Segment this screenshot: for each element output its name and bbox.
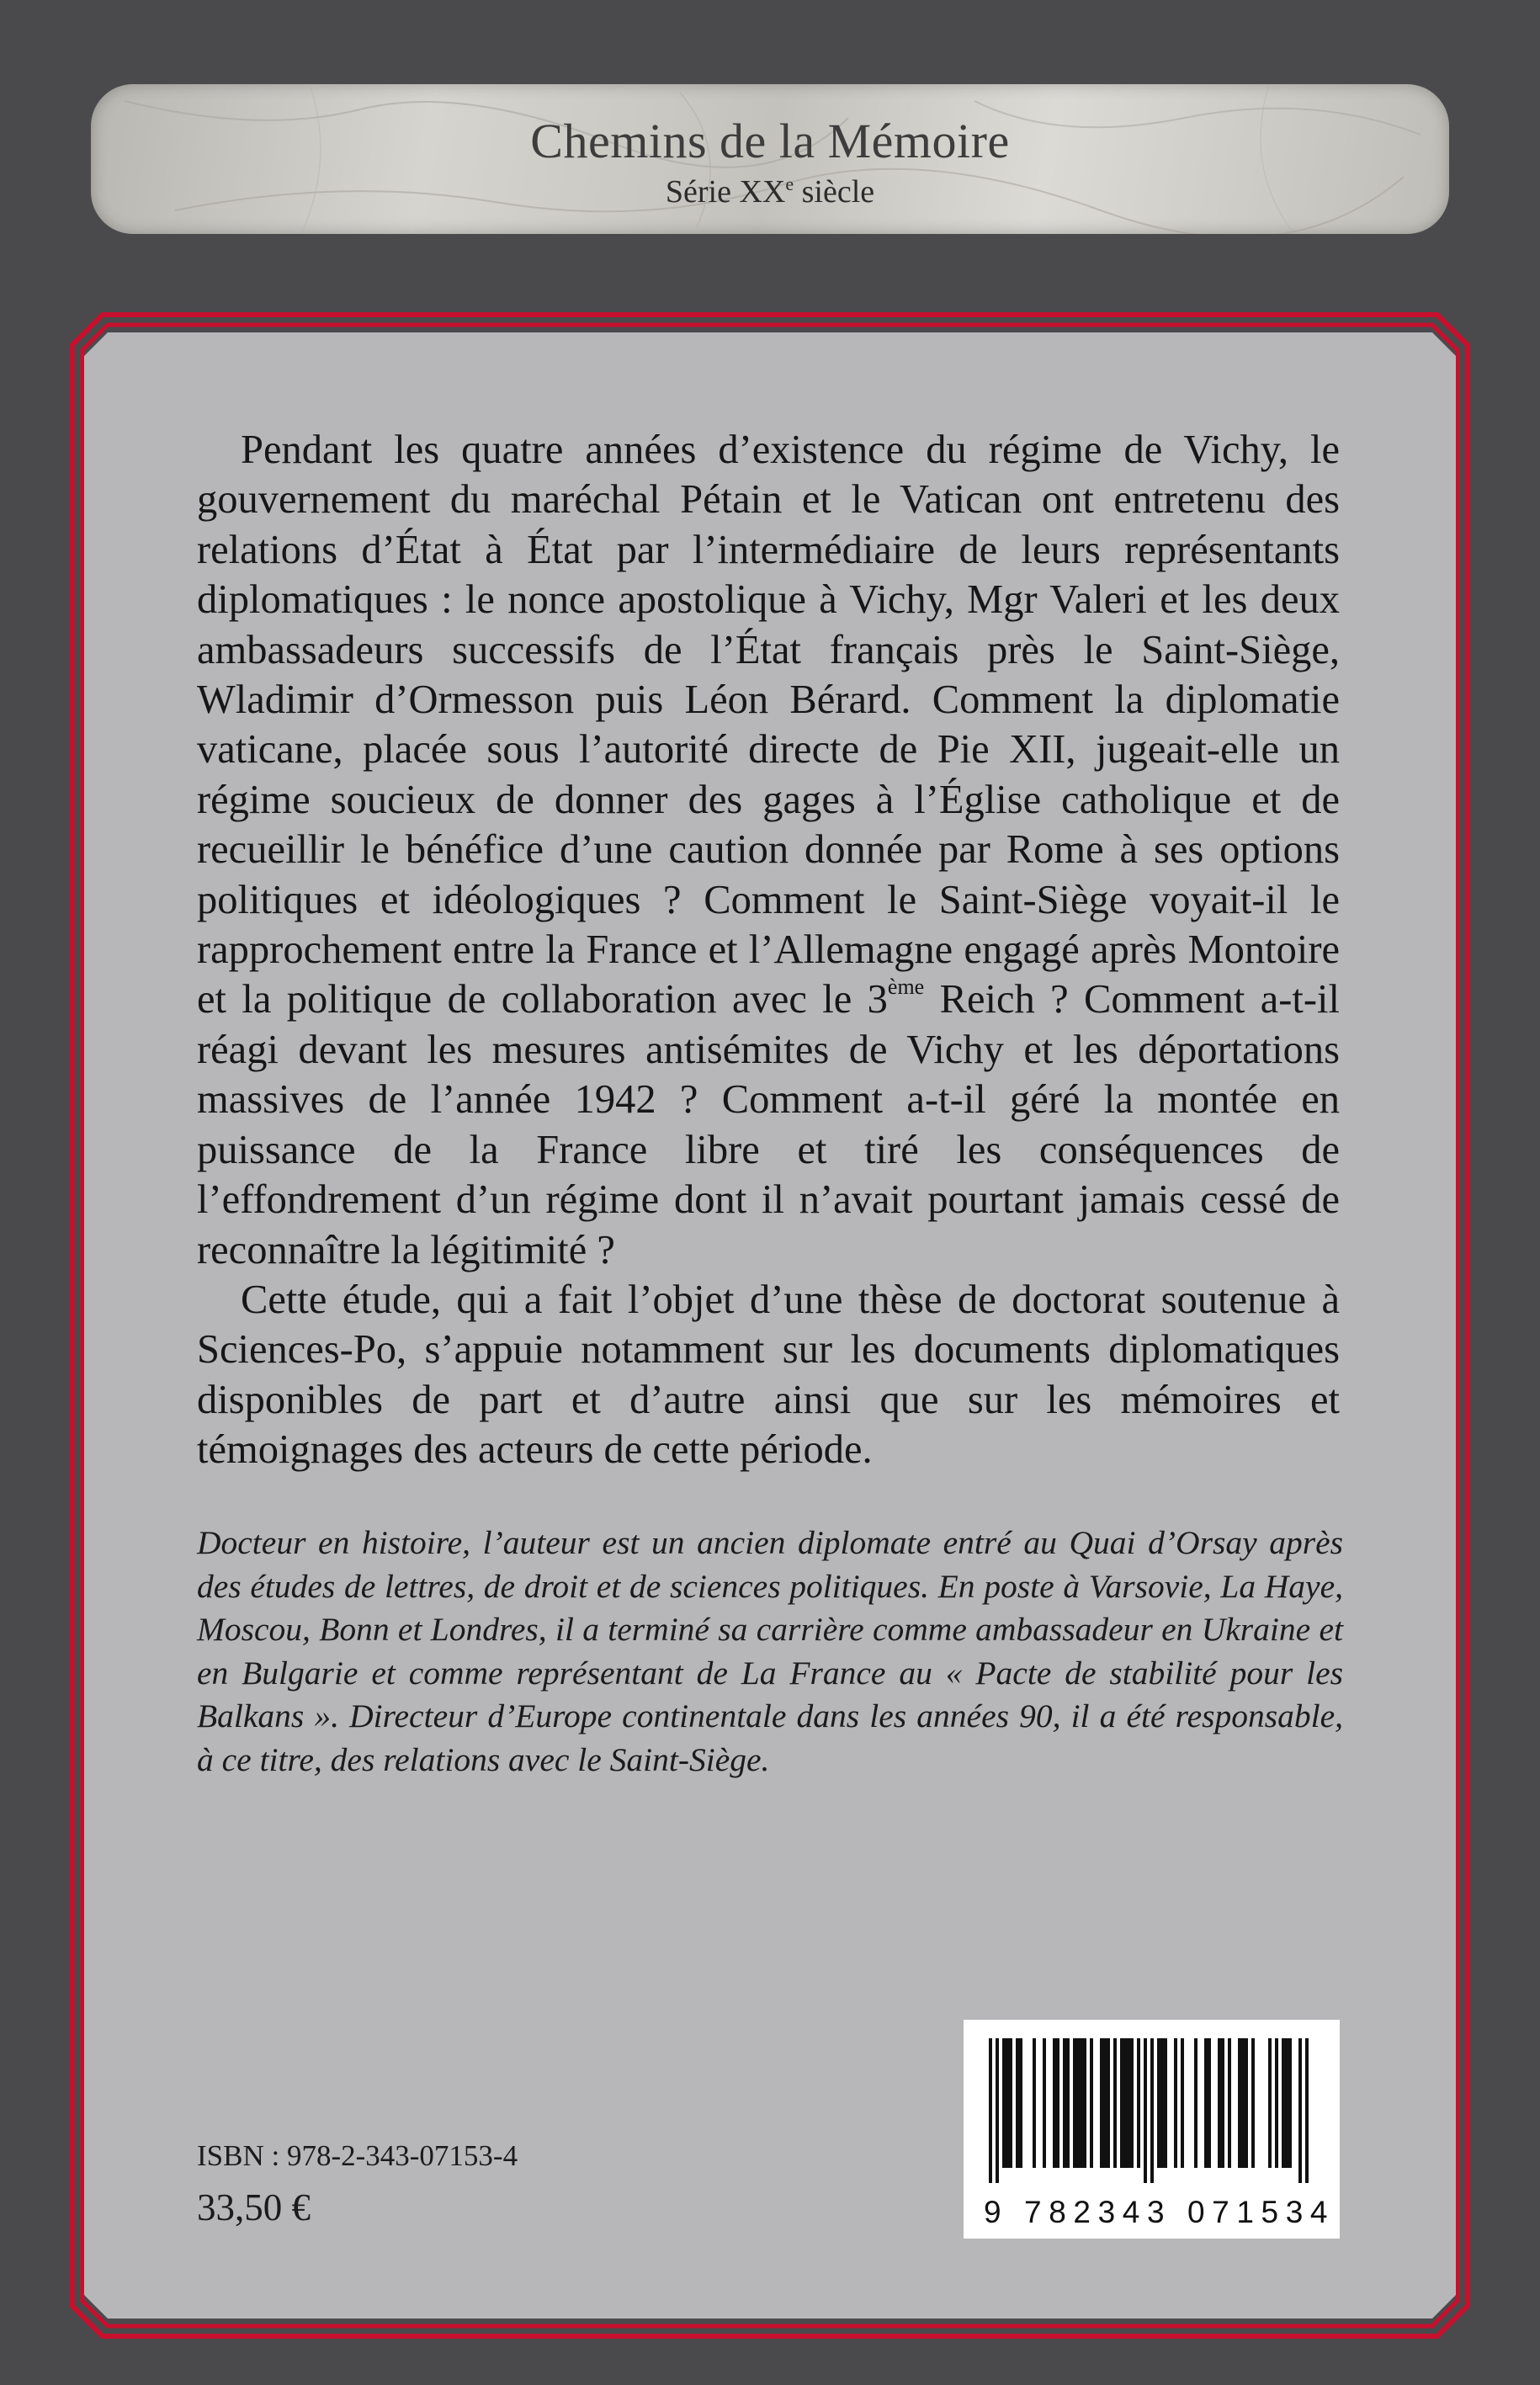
barcode-bar: [1285, 2038, 1288, 2168]
barcode-bar: [1080, 2038, 1083, 2168]
barcode-bar: [1016, 2038, 1019, 2168]
summary-paragraph-2: Cette étude, qui a fait l’objet d’une thèse de doctorat soutenue à Sciences-Po, s’appuie notamment sur les documents diplomatiques disponibles de part et d’autre ainsi que sur les mémoires et témoignages des acteurs de cette période.: [197, 1277, 1340, 1473]
barcode-bar: [1076, 2038, 1080, 2168]
barcode: [964, 2020, 1340, 2239]
barcode-digits: 9 782343 071534: [984, 2195, 1336, 2229]
barcode-bar: [1130, 2038, 1134, 2168]
barcode-bar: [1221, 2038, 1224, 2168]
barcode-bar: [1073, 2038, 1076, 2168]
barcode-bar: [1282, 2038, 1285, 2168]
barcode-bar: [1043, 2038, 1046, 2168]
barcode-bar: [1144, 2038, 1147, 2183]
barcode-bar: [1164, 2038, 1167, 2168]
barcode-bar: [1238, 2038, 1241, 2168]
barcode-bar: [1150, 2038, 1154, 2183]
summary-paragraph-1-part-1: Pendant les quatre années d’existence du régime de Vichy, le gouvernement du maréchal Pétain et le Vatican ont entretenu des relations d’État à État par l’intermédiaire de leurs représentants diplomatiques : le nonce apostolique à Vichy, Mgr Valeri et les deux ambassadeurs successifs de l’État français près le Saint-Siège, Wladimir d’Ormesson puis Léon Bérard. Comment la diplomatie vaticane, placée sous l’autorité directe de Pie XII, jugeait-elle un régime soucieux de donner des gages à l’Église catholique et de recueillir le bénéfice d’une caution donnée par Rome à ses options politiques et idéologiques ? Comment le Saint-Siège voyait-il le rapprochement entre la France et l’Allemagne engagé après Montoire et la politique de collaboration avec le 3: [197, 428, 1340, 1023]
barcode-bar: [1194, 2038, 1197, 2168]
barcode-bar: [989, 2038, 992, 2183]
barcode-bar: [1228, 2038, 1231, 2168]
series-subtitle: [91, 173, 1449, 210]
barcode-bar: [1241, 2038, 1245, 2168]
barcode-bar: [1275, 2038, 1278, 2168]
barcode-bars: [964, 2020, 1340, 2196]
isbn: ISBN : 978-2-343-07153-4: [197, 2139, 518, 2172]
barcode-bar: [1066, 2038, 1070, 2168]
barcode-bar: [1288, 2038, 1292, 2168]
barcode-bar: [1218, 2038, 1221, 2168]
barcode-bar: [1181, 2038, 1184, 2168]
book-summary: [197, 425, 1340, 1475]
barcode-bar: [1006, 2038, 1009, 2168]
summary-paragraph-1-part-2: Reich ? Comment a-t-il réagi devant les mesures antisémites de Vichy et les déportations massives de l’année 1942 ? Comment a-t-il géré la montée en puissance de la France libre et tiré les conséquences de l’effondrement d’un régime dont il n’avait pourtant jamais cessé de reconnaître la légitimité ?: [197, 977, 1340, 1272]
barcode-bar: [1157, 2038, 1160, 2168]
barcode-bar: [1090, 2038, 1093, 2168]
series-subtitle-prefix: Série XX: [665, 174, 786, 210]
barcode-bar: [1113, 2038, 1117, 2168]
series-banner: [91, 84, 1449, 234]
barcode-bar: [1160, 2038, 1164, 2168]
barcode-bar: [996, 2038, 999, 2183]
barcode-bar: [1305, 2038, 1309, 2183]
price: 33,50 €: [197, 2186, 311, 2228]
barcode-bar: [1107, 2038, 1110, 2168]
barcode-bar: [1208, 2038, 1211, 2168]
summary-superscript: ème: [887, 975, 925, 1000]
barcode-bar: [1009, 2038, 1012, 2168]
barcode-bar: [1019, 2038, 1022, 2168]
barcode-bar: [1251, 2038, 1255, 2168]
author-bio: Docteur en histoire, l’auteur est un ancien diplomate entré au Quai d’Orsay après des études de lettres, de droit et de sciences politiques. En poste à Varsovie, La Haye, Moscou, Bonn et Londres, il a terminé sa carrière comme ambassadeur en Ukraine et en Bulgarie et comme représentant de La France au « Pacte de stabilité pour les Balkans ». Directeur d’Europe continentale dans les années 90, il a été responsable, à ce titre, des relations avec le Saint-Siège.: [197, 1524, 1343, 1778]
barcode-bar: [1268, 2038, 1272, 2168]
barcode-bar: [1053, 2038, 1056, 2168]
barcode-bar: [1100, 2038, 1103, 2168]
barcode-bar: [1056, 2038, 1059, 2168]
barcode-bar: [1127, 2038, 1130, 2168]
barcode-bar: [1103, 2038, 1107, 2168]
barcode-bar: [1245, 2038, 1248, 2168]
barcode-bar: [1174, 2038, 1177, 2168]
barcode-bar: [1063, 2038, 1066, 2168]
series-title: Chemins de la Mémoire: [530, 114, 1010, 168]
barcode-bar: [1033, 2038, 1036, 2168]
barcode-bar: [1298, 2038, 1302, 2183]
barcode-bar: [1083, 2038, 1086, 2168]
summary-paragraph-1: [197, 425, 1340, 1275]
barcode-bar: [1204, 2038, 1208, 2168]
barcode-bar: [1137, 2038, 1140, 2168]
barcode-bar: [1002, 2038, 1006, 2168]
series-subtitle-suffix: siècle: [794, 174, 875, 210]
barcode-bar: [1123, 2038, 1127, 2168]
series-subtitle-sup: e: [785, 173, 794, 194]
barcode-bar: [1120, 2038, 1123, 2168]
